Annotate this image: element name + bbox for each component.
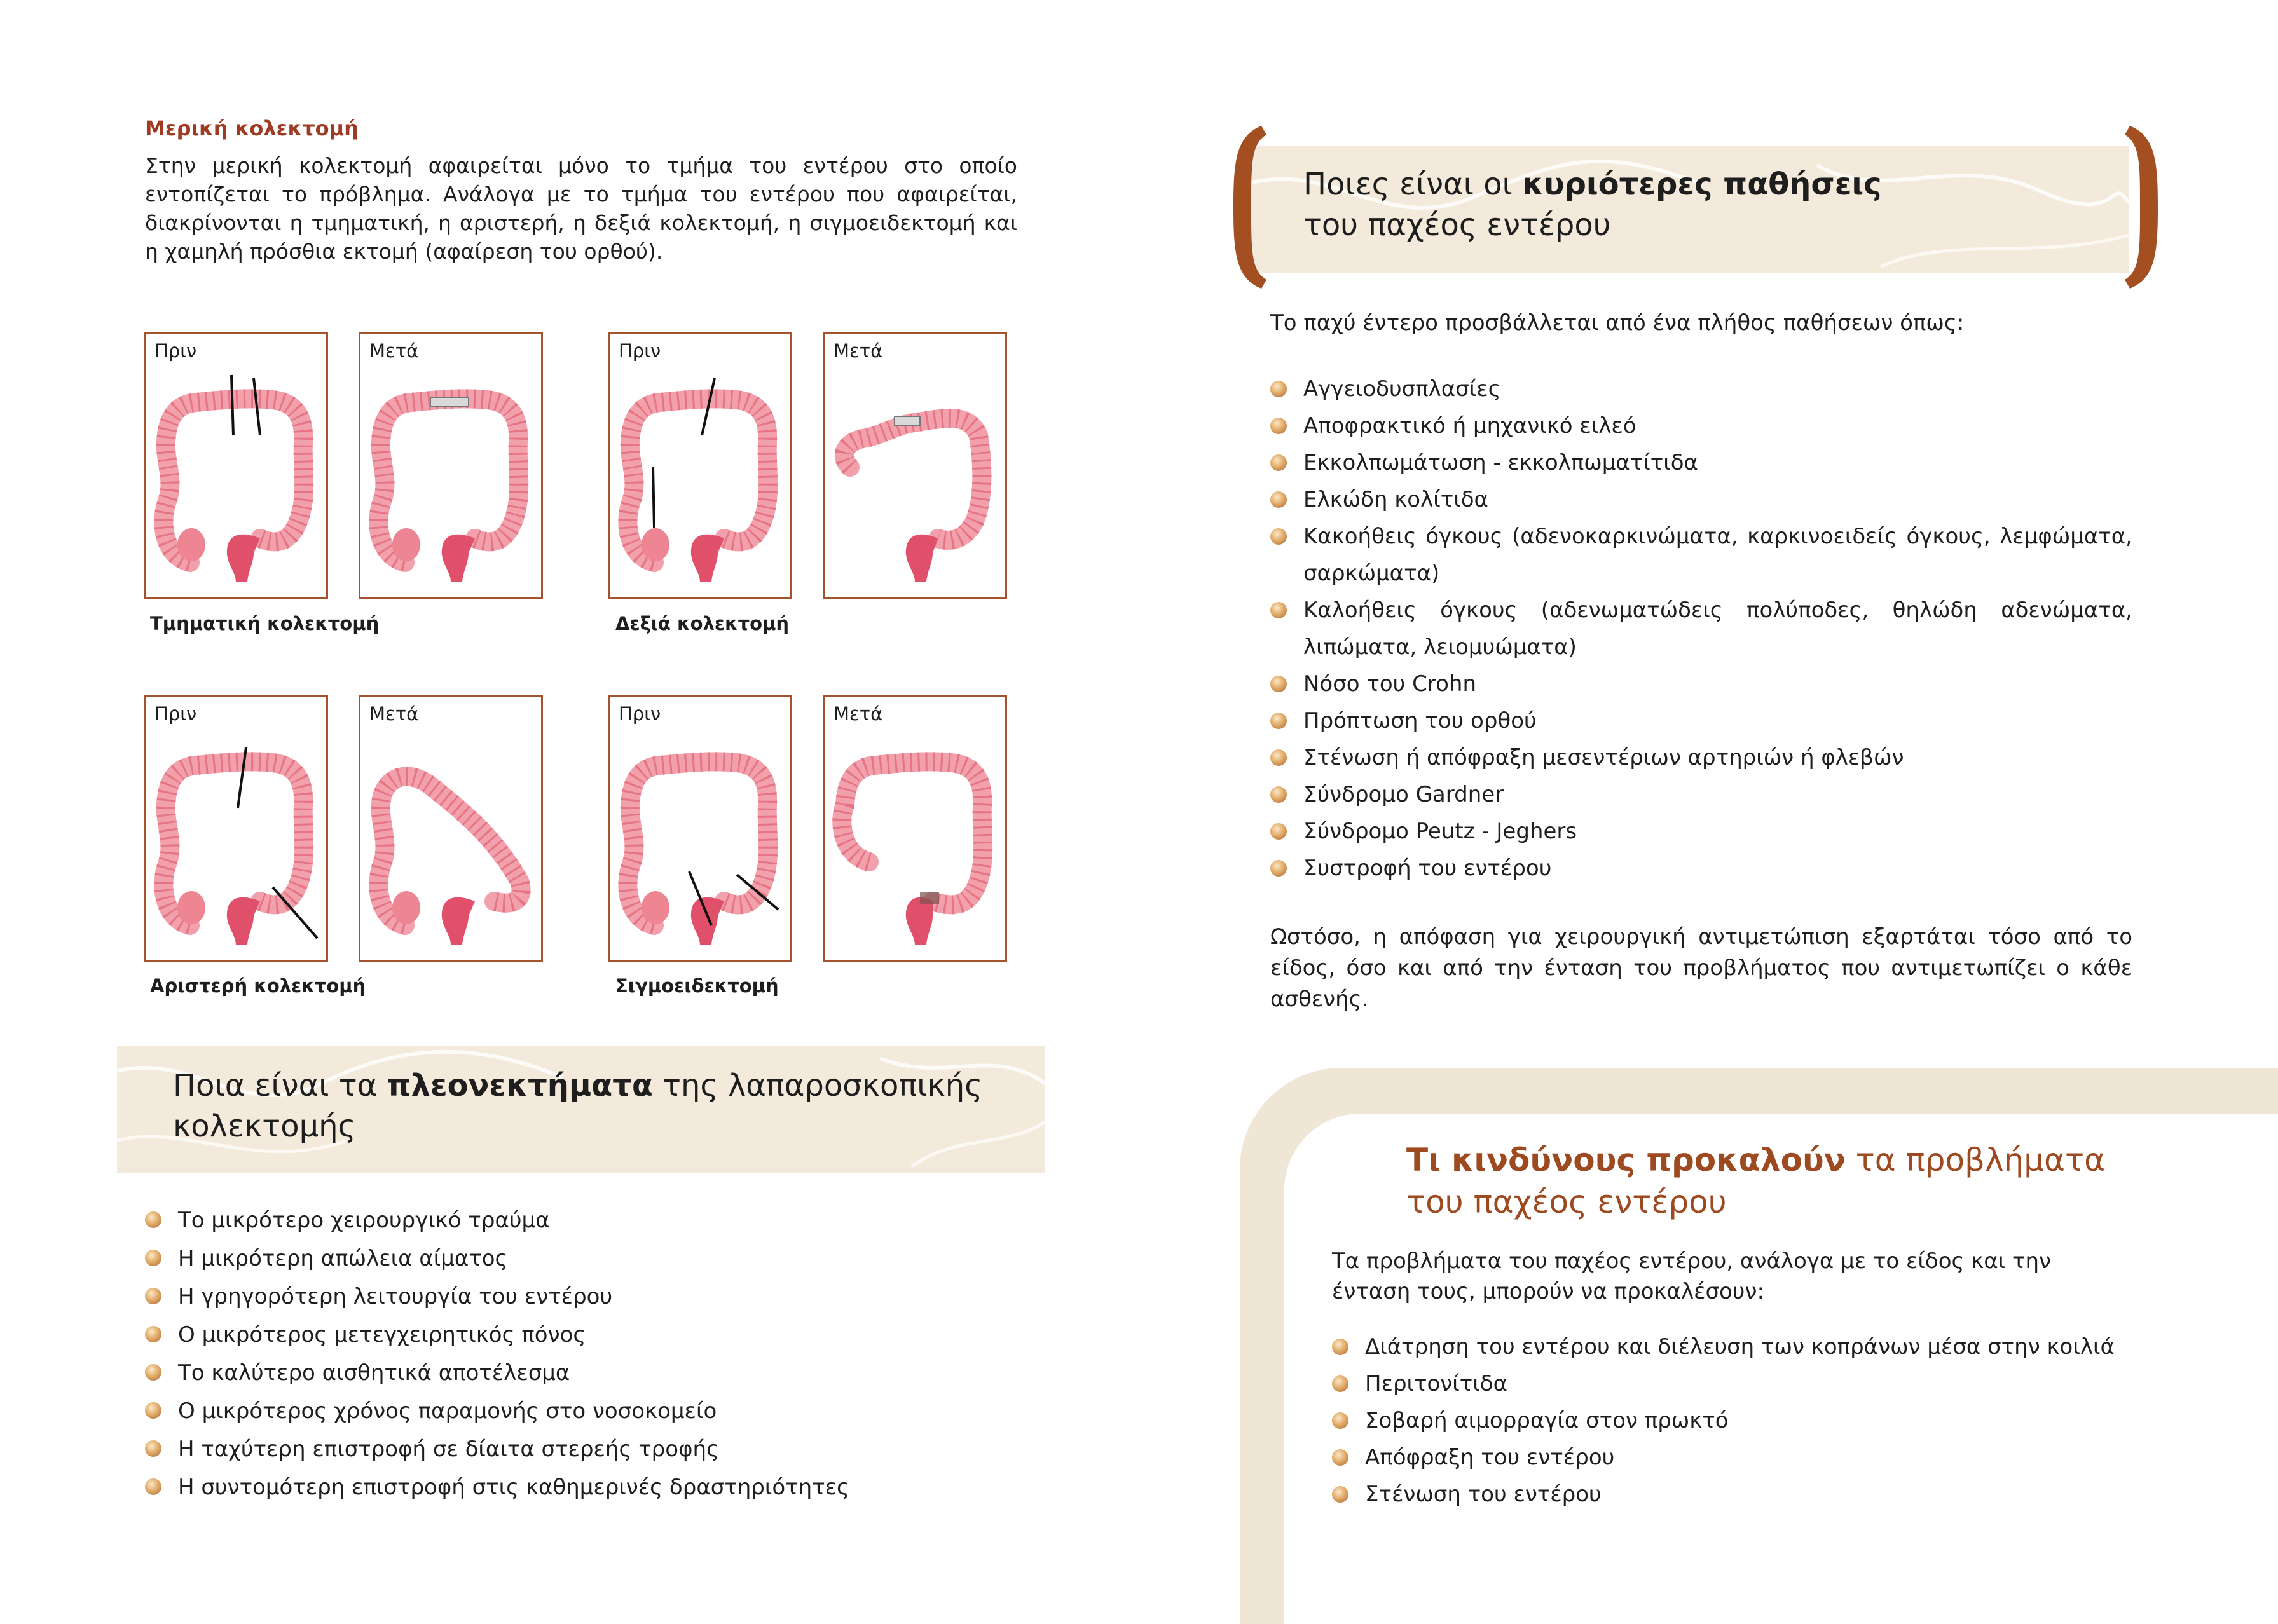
bullet-icon — [145, 1211, 161, 1228]
caption-left: Αριστερή κολεκτομή — [150, 975, 366, 997]
bullet-icon — [145, 1440, 161, 1457]
bullet-icon — [1332, 1486, 1348, 1503]
after-label: Μετά — [369, 340, 419, 362]
after-label: Μετά — [834, 703, 883, 725]
colon-illustration — [152, 372, 320, 588]
bullet-icon — [1270, 381, 1287, 397]
partial-colectomy-title: Μερική κολεκτομή — [145, 116, 359, 140]
list-item: Αγγειοδυσπλασίες — [1270, 371, 2132, 407]
partial-colectomy-body: Στην μερική κολεκτομή αφαιρείται μόνο το τμήμα του εντέρου στο οποίο εντοπίζεται το πρόβλημα. Ανάλογα με το τμήμα του εντέρου που αφαιρείται, διακρίνονται η τμηματική, η αριστερή, η δεξιά κολεκτομή, η σιγμοειδεκτομή και η χαμηλή πρόσθια εκτομή (αφαίρεση του ορθού). — [145, 153, 1017, 264]
left-bracket-decoration — [1223, 123, 1268, 291]
list-item: Στένωση ή απόφραξη μεσεντέριων αρτηριών ή φλεβών — [1270, 739, 2132, 776]
diseases-list — [1270, 371, 2132, 887]
diseases-intro: Το παχύ έντερο προσβάλλεται από ένα πλήθος παθήσεων όπως: — [1270, 310, 1965, 336]
before-label: Πριν — [154, 340, 197, 362]
diagram-right-after — [823, 332, 1007, 599]
colon-illustration — [616, 735, 784, 951]
diagram-left-before — [144, 695, 328, 962]
right-bracket-decoration — [2124, 123, 2168, 291]
diagram-segmental-before — [144, 332, 328, 599]
list-item: Η ταχύτερη επιστροφή σε δίαιτα στερεής τροφής — [145, 1430, 849, 1468]
colon-illustration — [367, 735, 535, 951]
colon-illustration — [831, 735, 999, 951]
caption-right: Δεξιά κολεκτομή — [615, 613, 790, 634]
list-item: Καλοήθεις όγκους (αδενωματώδεις πολύποδες, θηλώδη αδενώματα, λιπώματα, λειομυώματα) — [1270, 592, 2132, 665]
list-item: Σύνδρομο Gardner — [1270, 776, 2132, 813]
diagram-sigmoid-after — [823, 695, 1007, 962]
colon-illustration — [152, 735, 320, 951]
bullet-icon — [145, 1364, 161, 1381]
list-item: Σοβαρή αιμορραγία στον πρωκτό — [1332, 1402, 2115, 1439]
list-item: Συστροφή του εντέρου — [1270, 850, 2132, 887]
list-item: Η μικρότερη απώλεια αίματος — [145, 1239, 849, 1278]
list-item: Πρόπτωση του ορθού — [1270, 702, 2132, 739]
advantages-title: Ποια είναι τα πλεονεκτήματα της λαπαροσκοπικής κολεκτομής — [173, 1068, 983, 1144]
bullet-icon — [145, 1288, 161, 1304]
diseases-closing: Ωστόσο, η απόφαση για χειρουργική αντιμετώπιση εξαρτάται τόσο από το είδος, όσο και από την ένταση του προβλήματος που αντιμετωπίζει ο κάθε ασθενής. — [1270, 924, 2132, 1012]
bullet-icon — [1270, 528, 1287, 545]
after-label: Μετά — [369, 703, 419, 725]
list-item: Στένωση του εντέρου — [1332, 1476, 2115, 1513]
list-item: Ελκώδη κολίτιδα — [1270, 481, 2132, 518]
diagram-sigmoid-before — [608, 695, 792, 962]
colon-illustration — [616, 372, 784, 588]
list-item: Απόφραξη του εντέρου — [1332, 1439, 2115, 1476]
list-item: Περιτονίτιδα — [1332, 1365, 2115, 1402]
colon-illustration — [831, 372, 999, 588]
before-label: Πριν — [619, 703, 661, 725]
risks-intro: Τα προβλήματα του παχέος εντέρου, ανάλογα με το είδος και την ένταση τους, μπορούν να προκαλέσουν: — [1332, 1248, 2052, 1304]
bullet-icon — [145, 1402, 161, 1419]
list-item: Διάτρηση του εντέρου και διέλευση των κοπράνων μέσα στην κοιλιά — [1332, 1328, 2115, 1365]
bullet-icon — [1270, 749, 1287, 766]
list-item: Αποφρακτικό ή μηχανικό ειλεό — [1270, 407, 2132, 444]
list-item: Ο μικρότερος χρόνος παραμονής στο νοσοκομείο — [145, 1392, 849, 1430]
bullet-icon — [1270, 713, 1287, 729]
diagram-left-after — [359, 695, 543, 962]
bullet-icon — [1270, 454, 1287, 471]
bullet-icon — [1332, 1449, 1348, 1466]
diseases-title: Ποιες είναι οι κυριότερες παθήσεις του παχέος εντέρου — [1303, 167, 1882, 243]
before-label: Πριν — [154, 703, 197, 725]
bullet-icon — [145, 1326, 161, 1342]
bullet-icon — [1270, 491, 1287, 508]
diagram-right-before — [608, 332, 792, 599]
list-item: Ο μικρότερος μετεγχειρητικός πόνος — [145, 1316, 849, 1354]
bullet-icon — [1270, 602, 1287, 618]
bullet-icon — [1270, 860, 1287, 877]
risks-list — [1332, 1328, 2115, 1513]
colon-illustration — [367, 372, 535, 588]
bullet-icon — [1332, 1339, 1348, 1355]
bullet-icon — [145, 1250, 161, 1266]
list-item: Κακοήθεις όγκους (αδενοκαρκινώματα, καρκινοειδείς όγκους, λεμφώματα, σαρκώματα) — [1270, 518, 2132, 592]
after-label: Μετά — [834, 340, 883, 362]
bullet-icon — [1332, 1375, 1348, 1392]
bullet-icon — [1270, 823, 1287, 840]
caption-sigmoid: Σιγμοειδεκτομή — [615, 975, 779, 997]
bullet-icon — [145, 1478, 161, 1495]
list-item: Η γρηγορότερη λειτουργία του εντέρου — [145, 1278, 849, 1316]
bullet-icon — [1270, 418, 1287, 434]
list-item: Νόσο του Crohn — [1270, 665, 2132, 702]
diagram-segmental-after — [359, 332, 543, 599]
caption-segmental: Τμηματική κολεκτομή — [150, 613, 380, 634]
advantages-list — [145, 1201, 849, 1506]
list-item: Εκκολπωμάτωση - εκκολπωματίτιδα — [1270, 444, 2132, 481]
list-item: Η συντομότερη επιστροφή στις καθημερινές δραστηριότητες — [145, 1468, 849, 1506]
list-item: Το καλύτερο αισθητικά αποτέλεσμα — [145, 1354, 849, 1392]
bullet-icon — [1332, 1412, 1348, 1429]
bullet-icon — [1270, 786, 1287, 803]
before-label: Πριν — [619, 340, 661, 362]
list-item: Σύνδρομο Peutz - Jeghers — [1270, 813, 2132, 850]
risks-title: Τι κινδύνους προκαλούν τα προβλήματα του παχέος εντέρου — [1406, 1142, 2106, 1220]
bullet-icon — [1270, 676, 1287, 692]
list-item: Το μικρότερο χειρουργικό τραύμα — [145, 1201, 849, 1239]
